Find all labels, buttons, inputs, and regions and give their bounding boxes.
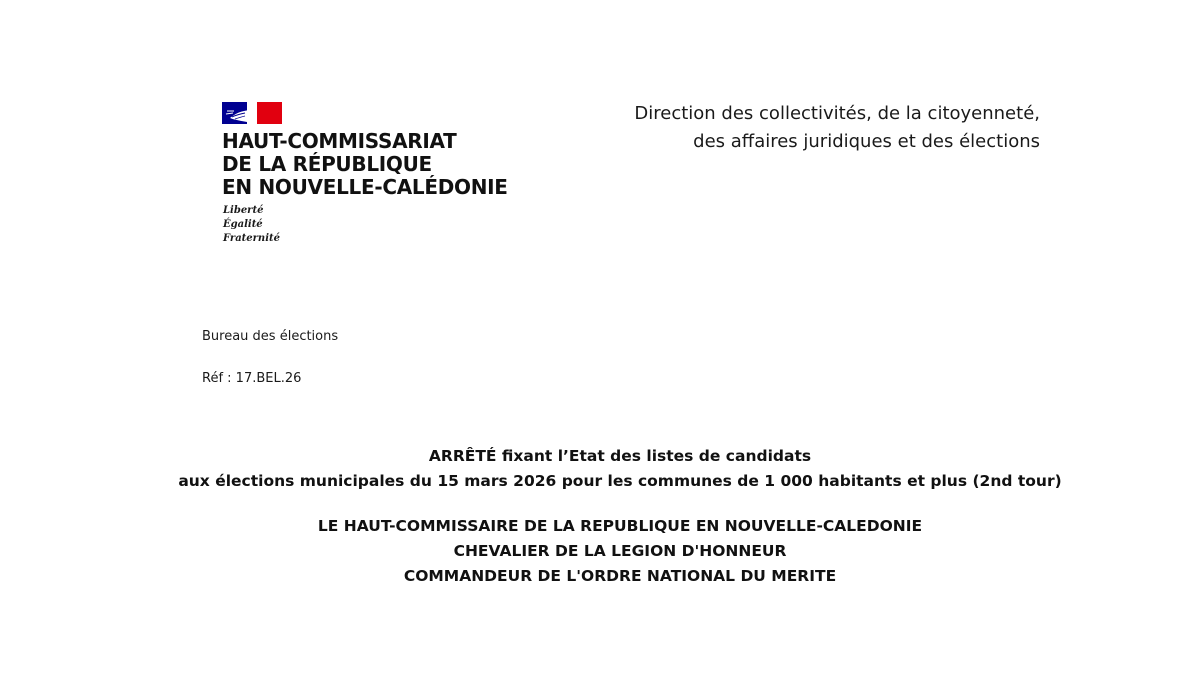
reference-number: Réf : 17.BEL.26: [202, 371, 302, 386]
authority-titles: [0, 514, 1200, 589]
decree-title-line-1: ARRÊTÉ fixant l’Etat des listes de candidats: [428, 447, 812, 465]
organization-name-line-1: HAUT-COMMISSARIAT: [222, 129, 457, 153]
organization-name: [222, 130, 552, 199]
motto-liberte: Liberté: [223, 205, 264, 216]
organization-name-line-2: DE LA RÉPUBLIQUE: [222, 152, 432, 176]
direction-heading: [634, 100, 1040, 156]
direction-line-1: Direction des collectivités, de la citoyenneté,: [634, 103, 1040, 124]
bureau-label: Bureau des élections: [202, 329, 339, 344]
authority-line-3: COMMANDEUR DE L'ORDRE NATIONAL DU MERITE: [403, 567, 837, 585]
authority-line-1: LE HAUT-COMMISSAIRE DE LA REPUBLIQUE EN NOUVELLE-CALEDONIE: [317, 517, 923, 535]
authority-line-2: CHEVALIER DE LA LEGION D'HONNEUR: [453, 542, 787, 560]
marianne-flag-icon: [222, 102, 282, 124]
decree-title: [0, 444, 1200, 494]
motto-fraternite: Fraternité: [223, 233, 280, 244]
direction-line-2: des affaires juridiques et des élections: [693, 131, 1040, 152]
decree-title-line-2: aux élections municipales du 15 mars 2026 pour les communes de 1 000 habitants et plus (2nd tour): [178, 472, 1062, 490]
organization-name-line-3: EN NOUVELLE-CALÉDONIE: [222, 175, 508, 199]
motto-egalite: Égalité: [223, 219, 263, 230]
republic-motto: [223, 204, 280, 246]
